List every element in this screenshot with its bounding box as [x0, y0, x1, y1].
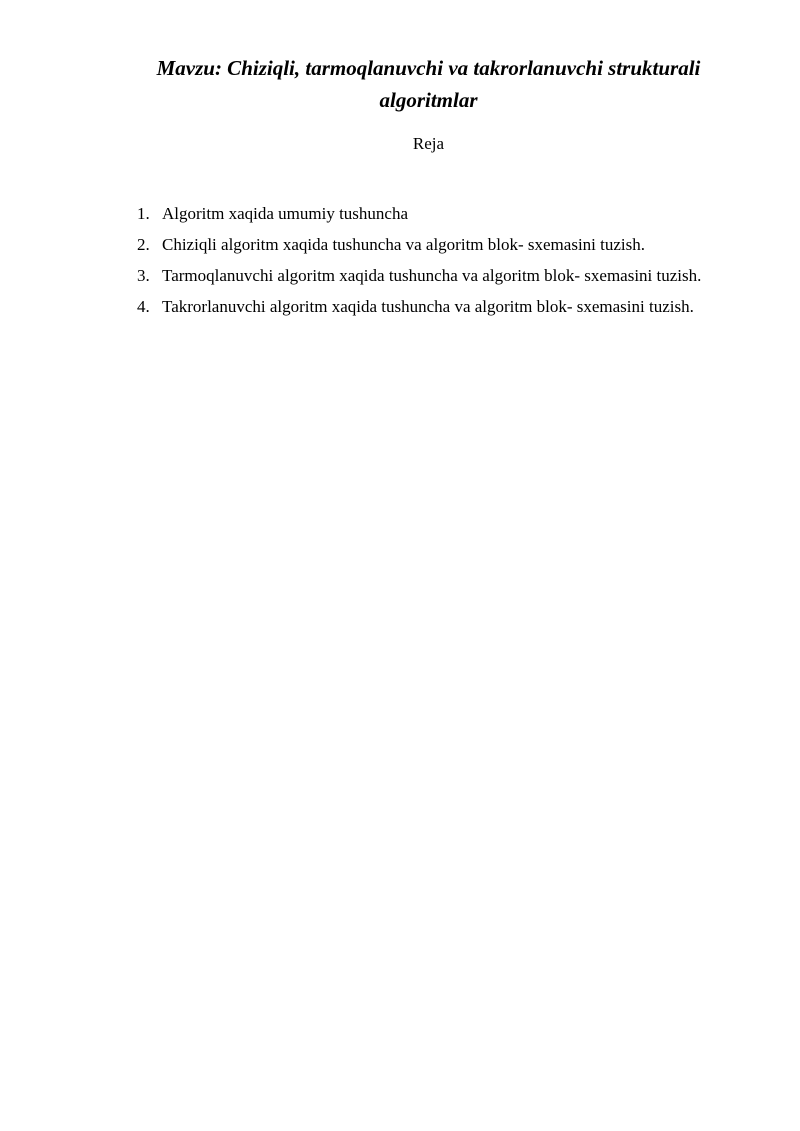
plan-item-number: 3. [137, 266, 150, 285]
plan-item-text: Chiziqli algoritm xaqida tushuncha va algoritm blok- sxemasini tuzish. [162, 235, 645, 254]
plan-item-4 [137, 291, 737, 322]
plan-item-text: Tarmoqlanuvchi algoritm xaqida tushuncha va algoritm blok- sxemasini tuzish. [162, 266, 702, 285]
plan-item-3 [137, 260, 737, 291]
plan-item-text: Algoritm xaqida umumiy tushuncha [162, 204, 408, 223]
plan-list [137, 198, 737, 322]
plan-item-text: Takrorlanuvchi algoritm xaqida tushuncha va algoritm blok- sxemasini tuzish. [162, 297, 694, 316]
plan-item-number: 2. [137, 235, 150, 254]
document-title: Mavzu: Chiziqli, tarmoqlanuvchi va takrorlanuvchi strukturali algoritmlar [156, 56, 701, 112]
plan-item-number: 1. [137, 204, 150, 223]
plan-item-number: 4. [137, 297, 150, 316]
plan-item-1 [137, 198, 737, 229]
plan-item-2 [137, 229, 737, 260]
plan-heading: Reja [412, 134, 445, 153]
